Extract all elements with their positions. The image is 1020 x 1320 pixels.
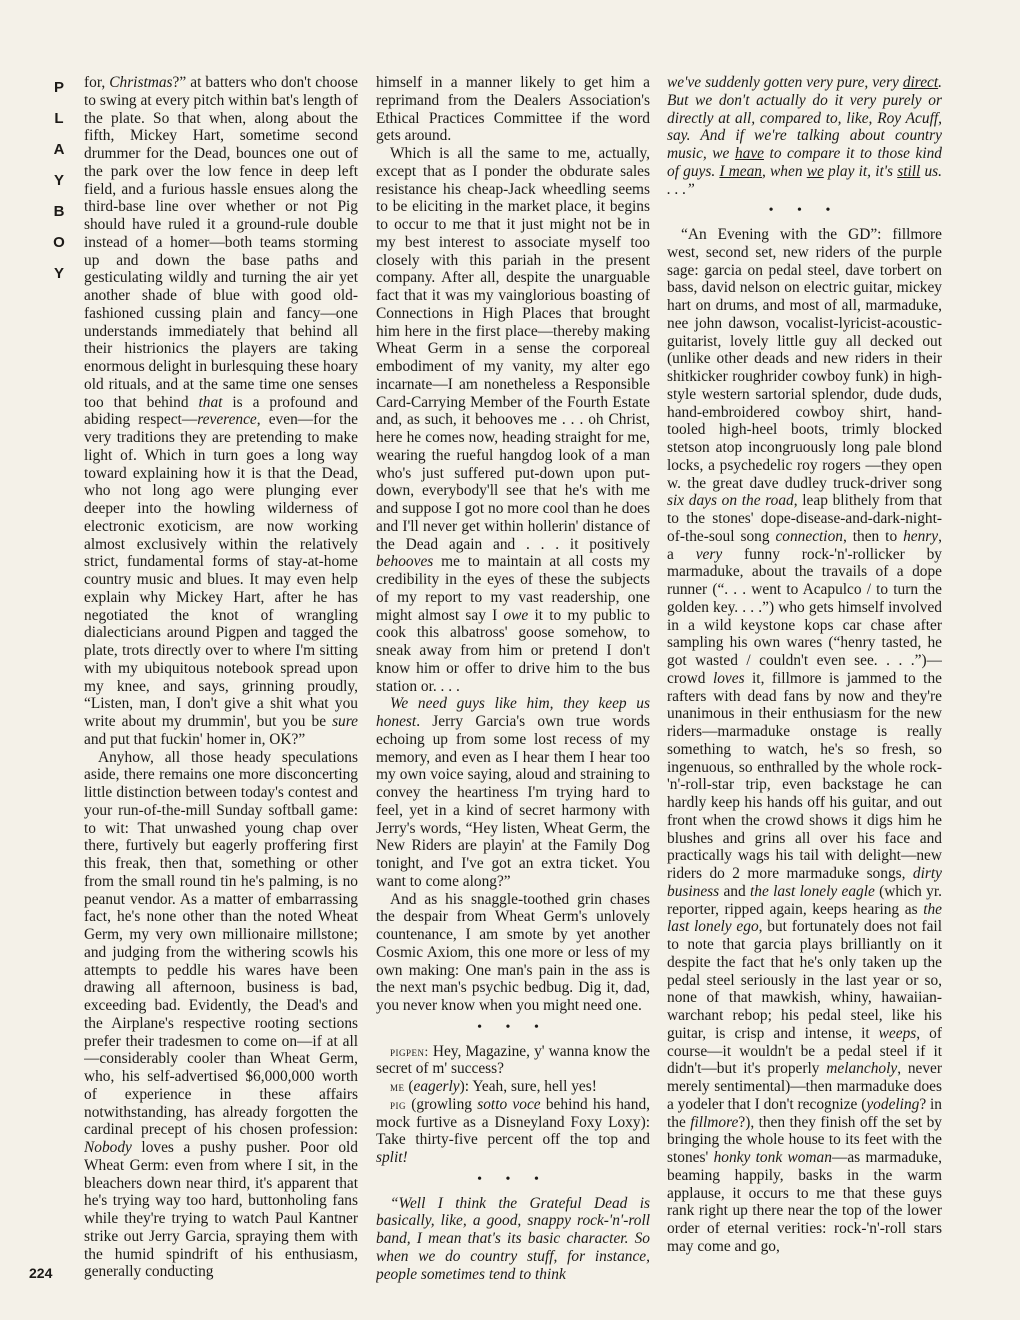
section-break: • • • xyxy=(768,203,841,219)
paragraph: pig (growling sotto voce behind his hand, mock furtive as a Disneyland Foxy Loxy): Take thirty-five percent off the top and split! xyxy=(376,1095,650,1166)
magazine-running-head xyxy=(48,72,70,289)
paragraph: we've suddenly gotten very pure, very direct. But we don't actually do it very purely or directly at all, compared to, like, Roy Acuff, say. And if we're talking about country music, we have to compare it to those kind of guys. I mean, when we play it, it's still us. . . .” xyxy=(667,74,942,198)
paragraph: Anyhow, all those heady speculations aside, there remains one more disconcerting little distinction between today's contest and your run-of-the-mill Sunday softball game: to wit: That unwashed young chap over there, furtively but eagerly proffering first this freak, then that, something or other from the small round tin he's palming, is no peanut vendor. As a matter of embarrassing fact, he's none other than the noted Wheat Germ, my very own millionaire millstone; and judging from the withering scowls his attempts to peddle his wares have been drawing all afternoon, business is bad, exceeding bad. Evidently, the Dead's and the Airplane's respective rooting sections prefer their tradesmen to come on—if at all—considerably cooler than Wheat Germ, who, his self-advertised $6,000,000 worth of experience in these affairs notwithstanding, has already forgotten the cardinal precept of his chosen profession: Nobody loves a pushy pusher. Poor old Wheat Germ: even from where I sit, in the bleachers down near third, it's apparent that he's trying way too hard, buttonholing fans while they're trying to watch Paul Kantner strike out Jerry Garcia, spraying them with the humid spindrift of his enthusiasm, generally conducting xyxy=(84,748,358,1281)
text-column-3 xyxy=(667,74,942,1314)
logo-letter: Y xyxy=(53,172,64,189)
paragraph: “An Evening with the GD”: fillmore west, second set, new riders of the purple sage: garcia on pedal steel, dave torbert on bass, david nelson on electric guitar, mickey hart on drums, and most of all, marmaduke, nee john dawson, vocalist-lyricist-acoustic-guitarist, lovely little guy all decked out (unlike other deads and new riders in their shitkicker roughrider cowboy funk) in high-style western sartorial splendor, dude duds, hand-embroidered cowboy shirt, hand-tooled high-heel boots, trimly blocked stetson atop incongruously long pale blond locks, a psychedelic roy rogers —they open w. the great dave dudley truck-driver song six days on the road, leap blithely from that to the stones' dope-disease-and-dark-night-of-the-soul song connection, then to henry, a very funny rock-'n'-rollicker by marmaduke, about the travails of a dope runner (“. . . went to Acapulco / to turn the golden key. . . .”) who gets himself involved in a wild keystone kops car chase after sampling his own wares (“henry tasted, he got wasted / couldn't even see. . . .”)—crowd loves it, fillmore is jammed to the rafters with dead fans by now and they're unanimous in their enthusiasm for the new riders—marmaduke onstage is really something to watch, he's so fresh, so ingenuous, so enthralled by the whole rock-'n'-roll-star trip, even backstage he can hardly keep his hands off his guitar, and out front when the crowd shows it digs him he blushes and grins all over his face and practically wags his tail with delight—new riders do 2 more marmaduke songs, dirty business and the last lonely eagle (which yr. reporter, ripped again, keeps hearing as the last lonely ego, but fortunately does not fail to note that garcia plays brilliantly on it despite the fact that he's only taken up the pedal steel seriously in the last year or so, none of that mawkish, whiny, hawaiian-warchant rebop; his pedal steel, like his guitar, is crisp and intense, it weeps, of course—it wouldn't be a pedal steel if it didn't—but it's properly melancholy, never merely sentimental)—then marmaduke does a yodeler that I don't recognize (yodeling? in the fillmore?), then they finish off the set by bringing the whole house to its feet with the stones' honky tonk woman—as marmaduke, beaming happily, basks in the warm applause, it occurs to me that these guys rank right up there near the top of the lower order of eternal verities: rock-'n'-roll stars may come and go, xyxy=(667,226,942,1255)
logo-letter: P xyxy=(53,79,64,96)
logo-letter: A xyxy=(53,141,65,158)
paragraph: “Well I think the Grateful Dead is basically, like, a good, snappy rock-'n'-roll band, I mean that's its basic character. So when we do country stuff, for instance, people sometimes tend to think xyxy=(376,1194,650,1283)
paragraph: himself in a manner likely to get him a reprimand from the Dealers Association's Ethical Practices Committee if the word gets around. xyxy=(376,74,650,145)
text-column-2 xyxy=(376,74,650,1314)
paragraph: And as his snaggle-toothed grin chases the despair from Wheat Germ's unlovely countenance, I am smote by yet another Cosmic Axiom, this one more or less of my own making: One man's pain in the ass is the next man's psychic bedbug. Dig it, dad, you never know when you might need one. xyxy=(376,890,650,1014)
paragraph: for, Christmas?” at batters who don't choose to swing at every pitch within bat's length of the plate. So that when, along about the fifth, Mickey Hart, sometime second drummer for the Dead, bounces one out of the park over the low fence in deep left field, and a furious hassle ensues along the third-base line over whether or not Pig should have ruled it a ground-rule double instead of a homer—both teams storming up and down the base paths and gesticulating wildly and turning the air yet another shade of blue with good old-fashioned cussing plain and fancy—one understands immediately that behind all their histrionics the players are taking enormous delight in burlesquing these hoary old rituals, and at the same time one senses too that behind that is a profound and abiding respect—reverence, even—for the very traditions they are pretending to make light of. Which in turn goes a long way toward explaining how it is that the Dead, who not long ago were plunging ever deeper into the howling wilderness of electronic exoticism, are now working almost exclusively within the relatively strict, fundamental forms of stay-at-home country music and blues. It may even help explain why Mickey Hart, after he has negotiated the knot of wrangling dialecticians around Pigpen and tagged the plate, trots directly over to where I'm sitting with my ubiquitous notebook spread upon my knee, and says, grinning proudly, “Listen, man, I don't give a shit what you write about my drummin', but you be sure and put that fuckin' homer in, OK?” xyxy=(84,74,358,748)
logo-letter: B xyxy=(53,203,65,220)
text-column-1 xyxy=(84,74,358,1314)
paragraph: We need guys like him, they keep us honest. Jerry Garcia's own true words echoing up from some lost recess of my memory, and even as I hear them I hear too my own voice saying, aloud and straining to convey the heartiness I'm trying hard to feel, yet in a kind of secret harmony with Jerry's words, “Hey listen, Wheat Germ, the New Riders are playin' at the Family Dog tonight, and I've got an extra ticket. You want to come along?” xyxy=(376,695,650,890)
paragraph: Which is all the same to me, actually, except that as I ponder the obdurate sales resistance his cheap-Jack wheedling seems to be eliciting in the market place, it begins to occur to me that it just might not be in my best interest to associate myself too closely with this pariah in the present company. After all, despite the unarguable fact that it was my vainglorious boasting of Connections in High Places that brought him here in the first place—thereby making Wheat Germ in a sense the corporeal embodiment of my vanity, my alter ego incarnate—I am nonetheless a Responsible Card-Carrying Member of the Fourth Estate and, as such, it behooves me . . . oh Christ, here he comes now, heading straight for me, wearing the rueful hangdog look of a man who's just suffered put-down upon put-down, everybody'll see that he's with me and suppose I got no more cool than he does and I'll never get within hollerin' distance of the Dead again and . . . it positively behooves me to maintain at all costs my credibility in the eyes of these the subjects of my report to my vast readership, one might almost say I owe it to my public to cook this albatross' goose somehow, to sneak away from him or pretend I don't know him or offer to drive him to the bus station or. . . . xyxy=(376,145,650,695)
section-break: • • • xyxy=(477,1019,549,1035)
logo-letter: L xyxy=(54,110,64,127)
logo-letter: Y xyxy=(53,265,64,282)
logo-letter: O xyxy=(53,234,65,251)
paragraph: pigpen: Hey, Magazine, y' wanna know the secret of m' success? xyxy=(376,1042,650,1078)
section-break: • • • xyxy=(477,1171,549,1187)
paragraph: me (eagerly): Yeah, sure, hell yes! xyxy=(390,1078,597,1095)
page-number: 224 xyxy=(29,1265,53,1281)
